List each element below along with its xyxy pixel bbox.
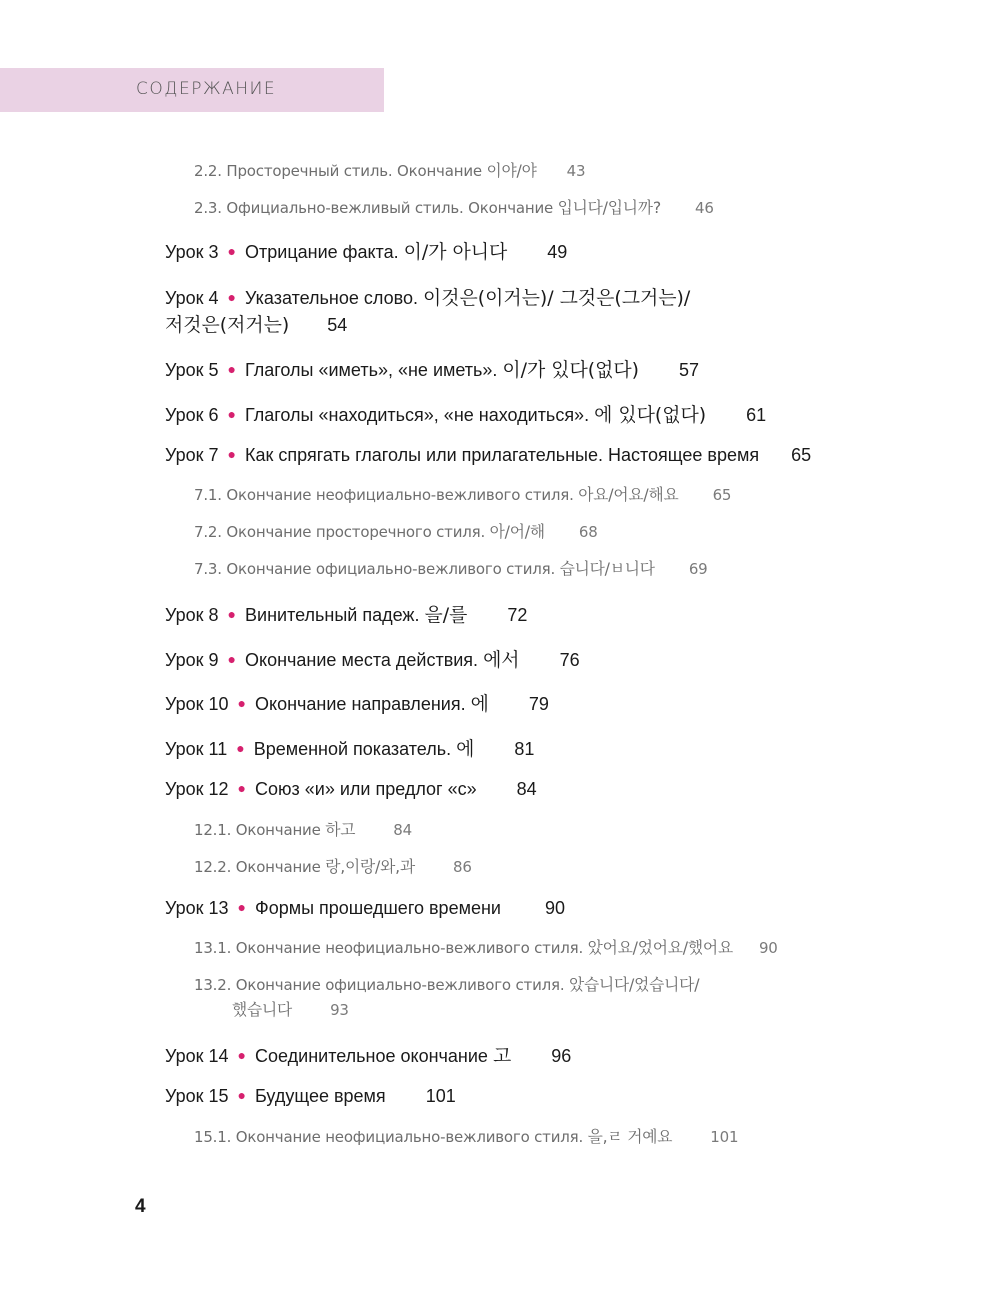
- lesson-label: Урок 5: [165, 360, 219, 380]
- toc-lesson[interactable]: [165, 898, 565, 919]
- lesson-label: Урок 13: [165, 898, 229, 918]
- entry-korean: 하고: [325, 820, 356, 839]
- entry-korean-cont: 저것은(저거는): [165, 314, 290, 336]
- toc-lesson[interactable]: [165, 779, 537, 800]
- toc-subentry[interactable]: [194, 519, 598, 542]
- bullet-icon: ●: [227, 243, 237, 259]
- entry-page: 54: [327, 315, 348, 335]
- entry-page: 86: [453, 858, 472, 876]
- toc-lesson[interactable]: [165, 355, 699, 382]
- toc-subentry[interactable]: [194, 817, 412, 840]
- lesson-label: Урок 4: [165, 288, 219, 308]
- entry-korean: 고: [492, 1045, 512, 1067]
- toc-subentry[interactable]: [194, 195, 714, 218]
- entry-text: 2.2. Просторечный стиль. Окончание: [194, 162, 487, 180]
- entry-text: Окончание направления.: [255, 694, 471, 714]
- toc-subentry-continuation[interactable]: [232, 997, 349, 1020]
- toc-lesson[interactable]: [165, 734, 534, 761]
- page-title: СОДЕРЖАНИЕ: [136, 79, 277, 99]
- entry-korean: 랑,이랑/와,과: [325, 857, 415, 876]
- entry-text: Соединительное окончание: [255, 1046, 493, 1066]
- entry-korean: 에 있다(없다): [594, 404, 707, 426]
- bullet-icon: ●: [237, 1087, 247, 1103]
- entry-text: Глаголы «иметь», «не иметь».: [245, 360, 503, 380]
- toc-lesson[interactable]: [165, 445, 811, 466]
- bullet-icon: ●: [237, 780, 247, 796]
- bullet-icon: ●: [237, 899, 247, 915]
- bullet-icon: ●: [227, 446, 237, 462]
- bullet-icon: ●: [227, 289, 237, 305]
- entry-text: 7.2. Окончание просторечного стиля.: [194, 523, 490, 541]
- entry-text: Временной показатель.: [253, 739, 457, 759]
- lesson-label: Урок 12: [165, 779, 229, 799]
- entry-page: 101: [710, 1128, 739, 1146]
- toc-lesson-continuation[interactable]: [165, 310, 347, 337]
- entry-text: Будущее время: [255, 1086, 386, 1106]
- toc-subentry[interactable]: [194, 854, 472, 877]
- entry-korean: 이/가 아니다: [403, 241, 508, 263]
- entry-page: 68: [578, 523, 598, 541]
- entry-text: Формы прошедшего времени: [255, 898, 501, 918]
- entry-text: Глаголы «находиться», «не находиться».: [245, 405, 595, 425]
- entry-page: 93: [330, 1001, 349, 1019]
- entry-korean: 이것은(이거는)/ 그것은(그거는)/: [422, 287, 691, 309]
- entry-text: 12.1. Окончание: [194, 821, 326, 839]
- entry-page: 61: [746, 405, 767, 425]
- lesson-label: Урок 7: [165, 445, 219, 465]
- entry-korean: 이/가 있다(없다): [502, 359, 640, 381]
- toc-lesson[interactable]: [165, 689, 549, 716]
- entry-page: 90: [758, 939, 778, 957]
- entry-text: 12.2. Окончание: [194, 858, 326, 876]
- entry-korean: 입니다/입니까?: [557, 198, 661, 217]
- toc-subentry[interactable]: [194, 935, 778, 958]
- toc-subentry[interactable]: [194, 482, 731, 505]
- entry-page: 43: [566, 162, 586, 180]
- lesson-label: Урок 8: [165, 605, 219, 625]
- page-number: 4: [135, 1196, 146, 1217]
- bullet-icon: ●: [237, 695, 247, 711]
- entry-page: 101: [425, 1086, 456, 1106]
- entry-korean: 에: [470, 693, 489, 715]
- entry-text: 2.3. Официально-вежливый стиль. Окончание: [194, 199, 558, 217]
- entry-page: 65: [791, 445, 812, 465]
- entry-text: 15.1. Окончание неофициально-вежливого стиля.: [194, 1128, 588, 1146]
- bullet-icon: ●: [227, 361, 237, 377]
- bullet-icon: ●: [236, 740, 245, 756]
- lesson-label: Урок 6: [165, 405, 219, 425]
- toc-lesson[interactable]: [165, 400, 766, 427]
- entry-text: 13.1. Окончание неофициально-вежливого стиля.: [194, 939, 588, 957]
- entry-korean: 이야/야: [486, 161, 537, 180]
- toc-subentry[interactable]: [194, 556, 708, 579]
- bullet-icon: ●: [227, 651, 237, 667]
- entry-text: 7.3. Окончание официально-вежливого стиля.: [194, 560, 560, 578]
- entry-page: 49: [547, 242, 568, 262]
- toc-lesson[interactable]: [165, 283, 690, 310]
- entry-korean: 아요/어요/해요: [578, 485, 679, 504]
- entry-page: 76: [559, 650, 580, 670]
- entry-korean: 아/어/해: [489, 522, 545, 541]
- toc-lesson[interactable]: [165, 1086, 456, 1107]
- entry-text: Союз «и» или предлог «с»: [255, 779, 477, 799]
- toc-subentry[interactable]: [194, 158, 585, 181]
- lesson-label: Урок 9: [165, 650, 219, 670]
- toc-lesson[interactable]: [165, 237, 567, 264]
- bullet-icon: ●: [227, 406, 237, 422]
- toc-lesson[interactable]: [165, 645, 580, 672]
- entry-page: 81: [514, 739, 535, 759]
- entry-text: Окончание места действия.: [245, 650, 484, 670]
- entry-text: Отрицание факта.: [245, 242, 404, 262]
- entry-page: 84: [393, 821, 412, 839]
- lesson-label: Урок 15: [165, 1086, 229, 1106]
- lesson-label: Урок 3: [165, 242, 219, 262]
- toc-subentry[interactable]: [194, 972, 699, 995]
- entry-page: 69: [688, 560, 708, 578]
- entry-page: 84: [516, 779, 537, 799]
- entry-korean: 에서: [483, 649, 520, 671]
- entry-page: 90: [544, 898, 565, 918]
- entry-text: 13.2. Окончание официально-вежливого стиля.: [194, 976, 569, 994]
- entry-text: Как спрягать глаголы или прилагательные. Настоящее время: [245, 445, 760, 465]
- entry-page: 65: [712, 486, 732, 504]
- toc-subentry[interactable]: [194, 1124, 738, 1147]
- entry-korean: 았습니다/었습니다/: [568, 975, 700, 994]
- toc-lesson[interactable]: [165, 1041, 571, 1068]
- entry-text: Указательное слово.: [245, 288, 423, 308]
- entry-korean-cont: 했습니다: [232, 1000, 293, 1019]
- toc-lesson[interactable]: [165, 600, 527, 627]
- entry-korean: 에: [456, 738, 475, 760]
- entry-page: 57: [679, 360, 700, 380]
- entry-korean: 습니다/ㅂ니다: [559, 559, 655, 578]
- entry-page: 72: [507, 605, 528, 625]
- entry-korean: 을/를: [424, 604, 468, 626]
- entry-page: 79: [528, 694, 549, 714]
- bullet-icon: ●: [237, 1047, 247, 1063]
- lesson-label: Урок 11: [165, 739, 228, 759]
- lesson-label: Урок 14: [165, 1046, 229, 1066]
- entry-page: 46: [694, 199, 714, 217]
- entry-korean: 았어요/었어요/했어요: [587, 938, 733, 957]
- entry-page: 96: [551, 1046, 572, 1066]
- entry-text: Винительный падеж.: [245, 605, 425, 625]
- entry-korean: 을,ㄹ 거예요: [587, 1127, 673, 1146]
- lesson-label: Урок 10: [165, 694, 229, 714]
- bullet-icon: ●: [227, 606, 237, 622]
- entry-text: 7.1. Окончание неофициально-вежливого стиля.: [194, 486, 579, 504]
